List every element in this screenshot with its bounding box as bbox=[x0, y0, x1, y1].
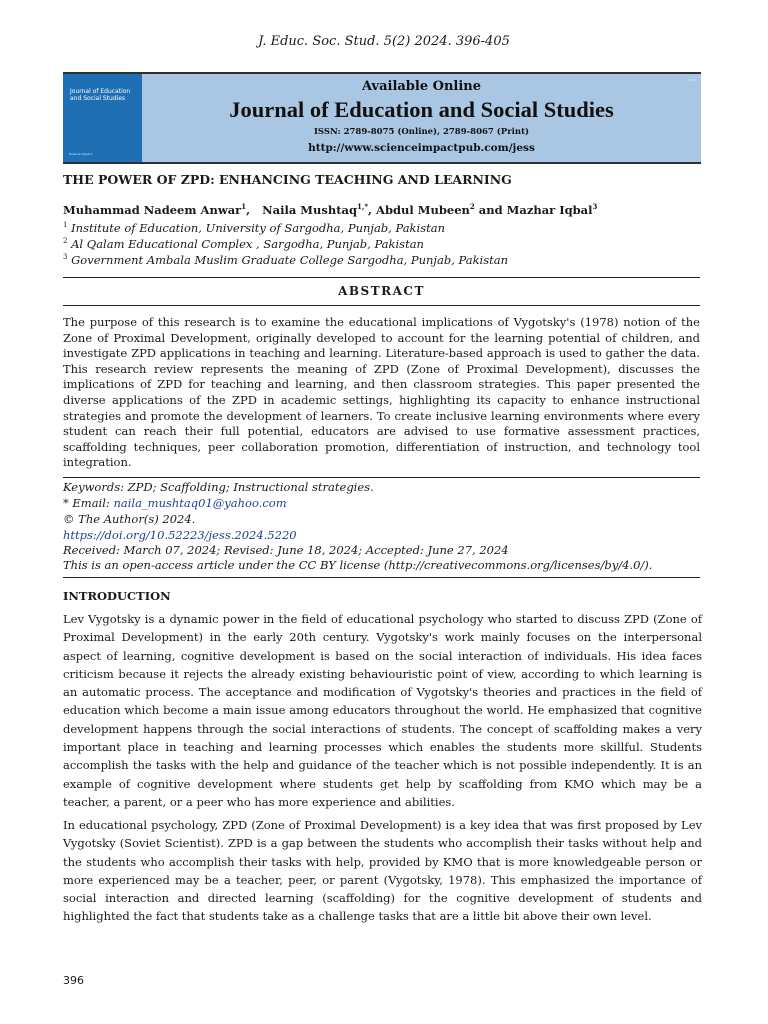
cover-title: Journal of Education and Social Studies bbox=[70, 88, 131, 102]
author-sup: 1,* bbox=[357, 202, 368, 211]
affiliation-text: Government Ambala Muslim Graduate College Sargodha, Punjab, Pakistan bbox=[71, 253, 509, 267]
abstract-heading: ABSTRACT bbox=[338, 284, 425, 298]
affiliation-num: 1 bbox=[63, 221, 68, 230]
journal-banner bbox=[63, 72, 701, 164]
email-link[interactable]: naila_mushtaq01@yahoo.com bbox=[113, 496, 287, 510]
author-name: Muhammad Nadeem Anwar bbox=[63, 202, 242, 217]
author-sup: 1 bbox=[241, 202, 247, 211]
issn: ISSN: 2789-8075 (Online), 2789-8067 (Print) bbox=[313, 127, 530, 137]
paragraph: In educational psychology, ZPD (Zone of Proximal Development) is a key idea that was first proposed by Lev Vygotsky (Soviet Scientist). ZPD is a gap between the students who accomplish their tasks without help and the students who accomplish their tasks with help, provided by KMO that is more knowledgeable person or more experienced may be a teacher, peer, or parent (Vygotsky, 1978). This emphasized the importance of social interaction and directed learning (scaffolding) for the cognitive development of students and highlighted the fact that students take as a challenge tasks that are a little bit above their own level. bbox=[63, 818, 702, 924]
email-line bbox=[63, 496, 287, 510]
affiliation bbox=[63, 221, 445, 235]
affiliation bbox=[63, 253, 508, 267]
available-online: Available Online bbox=[361, 79, 482, 94]
paper-title: THE POWER OF ZPD: ENHANCING TEACHING AND LEARNING bbox=[63, 172, 512, 187]
journal-title: Journal of Education and Social Studies bbox=[229, 97, 614, 122]
doi-link[interactable]: https://doi.org/10.52223/jess.2024.5220 bbox=[63, 528, 297, 542]
affiliation-num: 2 bbox=[63, 237, 68, 246]
divider bbox=[63, 277, 700, 278]
divider bbox=[63, 577, 700, 578]
author-sup: 3 bbox=[592, 202, 598, 211]
cover-foot-text: Science Impact bbox=[69, 152, 92, 156]
divider bbox=[63, 477, 700, 478]
abstract-text: The purpose of this research is to examine the educational implications of Vygotsky's (1978) notion of the Zone of Proximal Development, originally developed to account for the learning potential of children, and investigate ZPD applications in teaching and learning. Literature-based approach is used to gather the data. This research review represents the meaning of ZPD (Zone of Proximal Development), discusses the implications of ZPD for teaching and learning, and then classroom strategies. This paper presented the diverse applications of the ZPD in academic settings, highlighting its capacity to enhance instructional strategies and promote the development of learners. To create inclusive learning environments where every student can reach their full potential, educators are advised to use formative assessment practices, scaffolding techniques, peer collaboration promotion, differentiation of instruction, and technology tool integration. bbox=[63, 315, 700, 470]
affiliation-num: 3 bbox=[63, 253, 68, 262]
affiliation-text: Institute of Education, University of Sargodha, Punjab, Pakistan bbox=[71, 221, 445, 235]
dates: Received: March 07, 2024; Revised: June 18, 2024; Accepted: June 27, 2024 bbox=[63, 543, 509, 557]
page-number: 396 bbox=[63, 974, 84, 987]
keywords: Keywords: ZPD; Scaffolding; Instructional strategies. bbox=[63, 480, 374, 494]
author-name: Naila Mushtaq bbox=[262, 202, 358, 217]
cover-small-text: ISSN bbox=[688, 78, 695, 82]
author-list: Muhammad Nadeem Anwar$^1$, Naila Mushtaq$^{1,*}$, Abdul Mubeen$^2$ and Mazhar Iqbal$^3$ bbox=[63, 202, 598, 217]
author-name: Abdul Mubeen bbox=[376, 202, 470, 217]
affiliation bbox=[63, 237, 424, 251]
license: This is an open-access article under the CC BY license (http://creativecommons.org/licenses/by/4.0/). bbox=[63, 558, 653, 572]
copyright: © The Author(s) 2024. bbox=[63, 512, 196, 526]
affiliation-text: Al Qalam Educational Complex , Sargodha, Punjab, Pakistan bbox=[71, 237, 424, 251]
author-name: and Mazhar Iqbal bbox=[478, 202, 593, 217]
running-head: J. Educ. Soc. Stud. 5(2) 2024. 396-405 bbox=[258, 34, 510, 49]
email-label: * Email: bbox=[63, 496, 114, 510]
paragraph: Lev Vygotsky is a dynamic power in the field of educational psychology who started to discuss ZPD (Zone of Proximal Development) in the early 20th century. Vygotsky's work mainly focuses on the interpersonal aspect of learning, cognitive development is based on the social interaction of individuals. His idea faces criticism because it rejects the already existing behaviouristic point of view, according to which learning is an automatic process. The acceptance and modification of Vygotsky's theories and practices in the field of education which become a main issue among educators throughout the world. He emphasized that cognitive development happens through the social interactions of students. The concept of scaffolding makes a very important place in teaching and learning processes which enables the students more skillful. Students accomplish the tasks with the help and guidance of the teacher which is not possible independently. It is an example of cognitive development where students get help by scaffolding from KMO which may be a teacher, a parent, or a peer who has more experience and abilities. bbox=[63, 612, 702, 809]
section-heading-introduction: INTRODUCTION bbox=[63, 589, 171, 603]
author-sup: 2 bbox=[469, 202, 475, 211]
divider bbox=[63, 305, 700, 306]
journal-url[interactable]: http://www.scienceimpactpub.com/jess bbox=[308, 142, 535, 154]
